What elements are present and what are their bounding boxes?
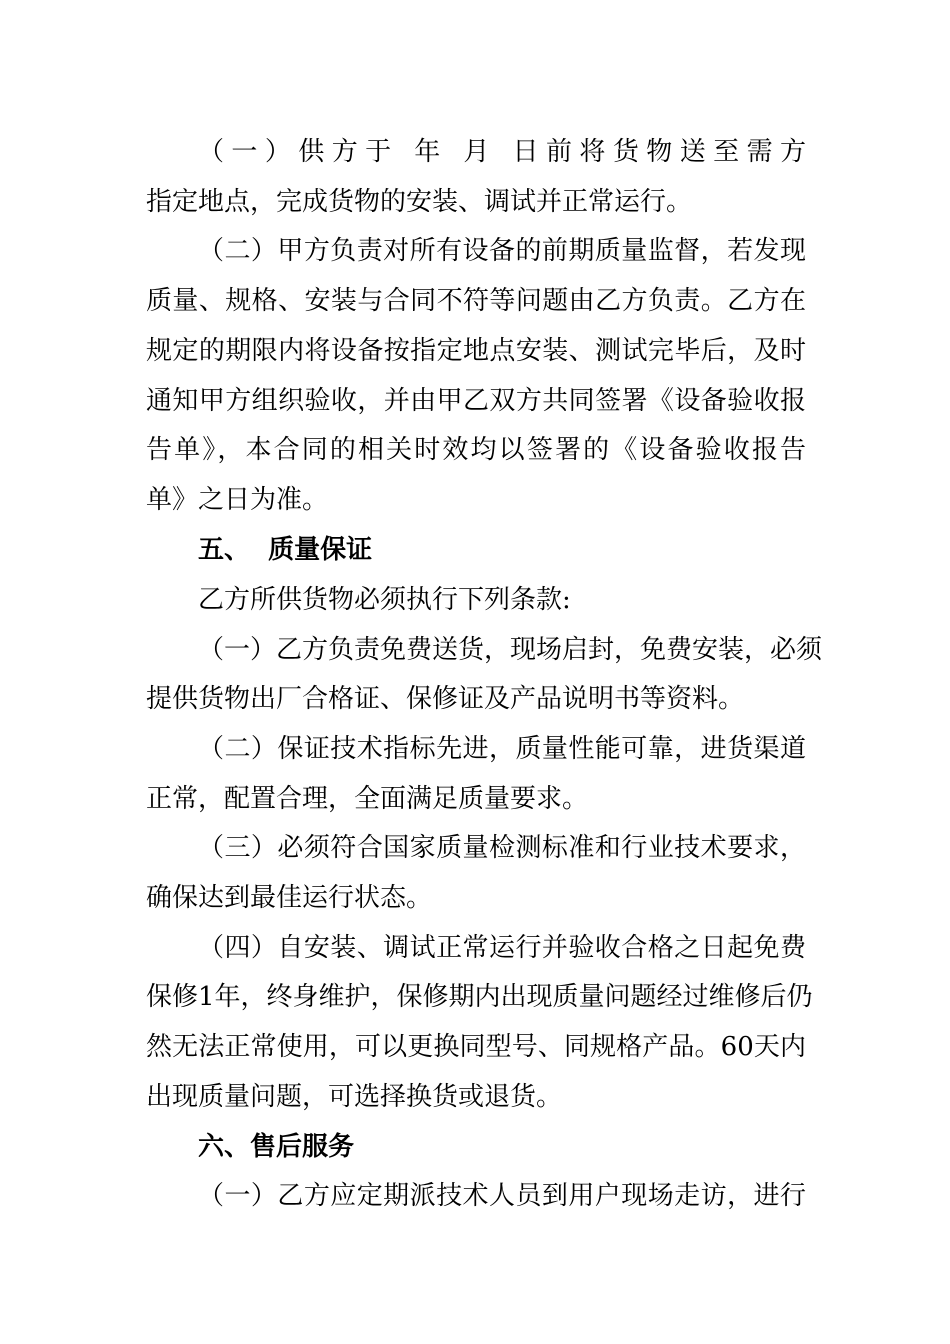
- paragraph-supervision-line-2: 质量、规格、安装与合同不符等问题由乙方负责。乙方在: [146, 286, 806, 316]
- paragraph-supervision-line-5: 告单》，本合同的相关时效均以签署的《设备验收报告: [146, 435, 806, 465]
- paragraph-supervision-line-3: 规定的期限内将设备按指定地点安装、测试完毕后，及时: [146, 336, 806, 366]
- paragraph-supervision-line-4: 通知甲方组织验收，并由甲乙双方共同签署《设备验收报: [146, 386, 806, 416]
- section-heading-quality: 五、 质量保证: [198, 535, 373, 565]
- paragraph-quality-4-line-3: 然无法正常使用，可以更换同型号、同规格产品。60天内: [146, 1032, 806, 1062]
- paragraph-quality-1-line-2: 提供货物出厂合格证、保修证及产品说明书等资料。: [146, 684, 745, 714]
- paragraph-quality-2-line-1: （二）保证技术指标先进，质量性能可靠，进货渠道: [198, 734, 806, 764]
- paragraph-quality-4-line-2: 保修1年，终身维护，保修期内出现质量问题经过维修后仍: [146, 982, 813, 1012]
- paragraph-quality-4-line-4: 出现质量问题，可选择换货或退货。: [146, 1082, 563, 1112]
- paragraph-quality-2-line-2: 正常，配置合理，全面满足质量要求。: [146, 784, 589, 814]
- paragraph-quality-intro: 乙方所供货物必须执行下列条款:: [198, 585, 571, 615]
- paragraph-quality-1-line-1: （一）乙方负责免费送货，现场启封，免费安装，必须: [198, 635, 823, 665]
- paragraph-quality-3-line-1: （三）必须符合国家质量检测标准和行业技术要求，: [198, 833, 806, 863]
- paragraph-quality-4-line-1: （四）自安装、调试正常运行并验收合格之日起免费: [198, 933, 806, 963]
- paragraph-delivery-line-1: （一）供方于 年 月 日前将货物送至需方: [198, 137, 806, 167]
- paragraph-quality-3-line-2: 确保达到最佳运行状态。: [146, 883, 433, 913]
- section-heading-after-sales: 六、售后服务: [198, 1132, 355, 1162]
- paragraph-delivery-line-2: 指定地点，完成货物的安装、调试并正常运行。: [146, 187, 693, 217]
- paragraph-after-sales-1-line-1: （一）乙方应定期派技术人员到用户现场走访，进行: [198, 1181, 806, 1211]
- paragraph-supervision-line-6: 单》之日为准。: [146, 485, 329, 515]
- paragraph-supervision-line-1: （二）甲方负责对所有设备的前期质量监督，若发现: [198, 236, 806, 266]
